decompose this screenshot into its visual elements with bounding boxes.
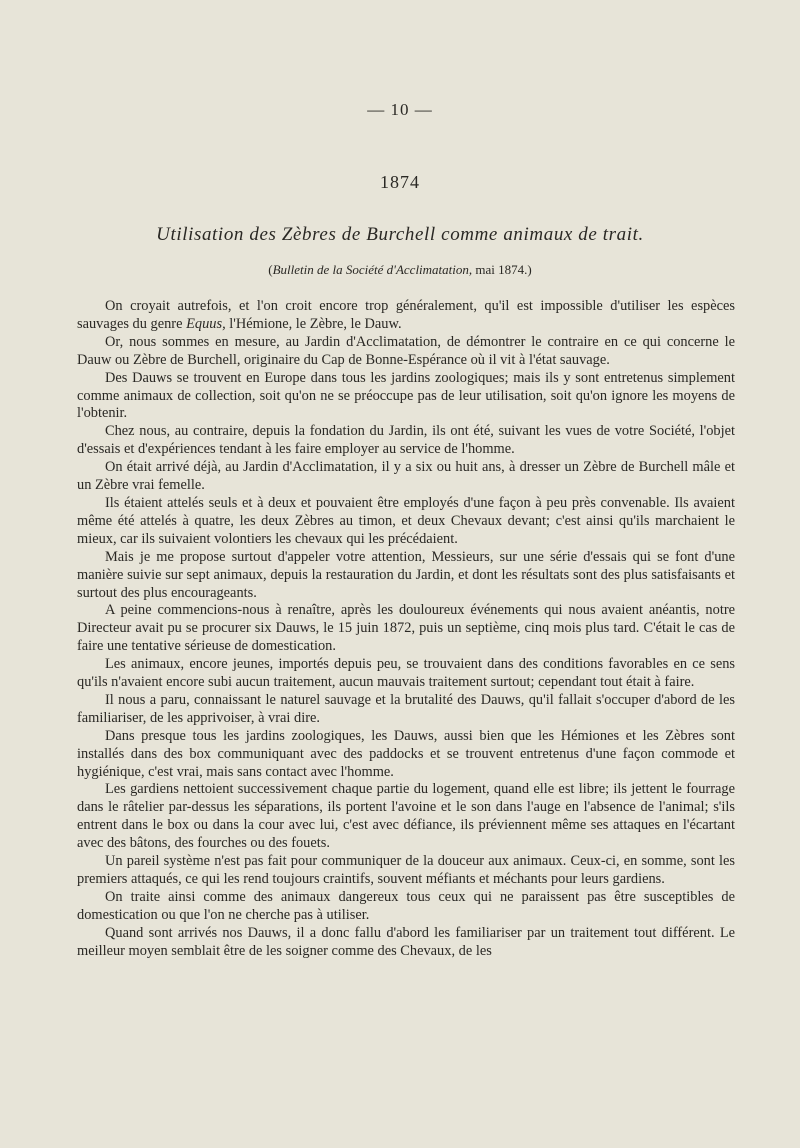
paragraph: On traite ainsi comme des animaux dangereux tous ceux qui ne paraissent pas être susceptibles de domestication ou que l'on ne cherche pas à utiliser. xyxy=(77,888,735,923)
article-body xyxy=(77,298,735,961)
paragraph: On était arrivé déjà, au Jardin d'Acclimatation, il y a six ou huit ans, à dresser un Zèbre de Burchell mâle et un Zèbre vrai femelle. xyxy=(77,459,735,494)
paragraph: On croyait autrefois, et l'on croit encore trop généralement, qu'il est impossible d'utiliser les espèces sauvages du genre Equus, l'Hémione, le Zèbre, le Dauw. xyxy=(77,298,735,332)
paragraph: Ils étaient attelés seuls et à deux et pouvaient être employés d'une façon à peu près convenable. Ils avaient même été attelés à quatre, les deux Zèbres au timon, et deux Chevaux devant; c'est ainsi qu'ils marchaient le mieux, car ils suivaient volontiers les chevaux qui les précédaient. xyxy=(77,494,735,547)
source-citation xyxy=(0,262,800,278)
paragraph: Mais je me propose surtout d'appeler votre attention, Messieurs, sur une série d'essais qui se font d'une manière suivie sur sept animaux, depuis la restauration du Jardin, et dont les résultats sont des plus satisfaisants et surtout des plus encourageants. xyxy=(77,548,735,601)
section-year: 1874 xyxy=(380,172,420,192)
paragraph: Les animaux, encore jeunes, importés depuis peu, se trouvaient dans des conditions favorables en ce sens qu'ils n'avaient encore subi aucun traitement, aucun mauvais traitement surtout; cependant tout était à faire. xyxy=(77,656,735,691)
paragraph: A peine commencions-nous à renaître, après les douloureux événements qui nous avaient anéantis, notre Directeur avait pu se procurer six Dauws, le 15 juin 1872, puis un septième, cinq mois plus tard. C'était le cas de faire une tentative sérieuse de domestication. xyxy=(77,602,735,655)
paragraph: Or, nous sommes en mesure, au Jardin d'Acclimatation, de démontrer le contraire en ce qui concerne le Dauw ou Zèbre de Burchell, originaire du Cap de Bonne-Espérance où il vit à l'état sauvage. xyxy=(77,333,735,368)
source-date: mai 1874.) xyxy=(472,262,532,277)
paragraph: Des Dauws se trouvent en Europe dans tous les jardins zoologiques; mais ils y sont entretenus simplement comme animaux de collection, soit qu'on ne se préoccupe pas de leur utilisation, soit qu'on ignore les moyens de l'obtenir. xyxy=(77,369,735,422)
paragraph: Quand sont arrivés nos Dauws, il a donc fallu d'abord les familiariser par un traitement tout différent. Le meilleur moyen semblait être de les soigner comme des Chevaux, de les xyxy=(77,924,735,959)
source-open: ( xyxy=(268,262,273,277)
article-title: Utilisation des Zèbres de Burchell comme animaux de trait. xyxy=(156,224,644,245)
paragraph: Dans presque tous les jardins zoologiques, les Dauws, aussi bien que les Hémiones et les Zèbres sont installés dans des box communiquant avec des paddocks et se trouvent entretenus d'une façon commode et hygiénique, c'est vrai, mais sans contact avec l'homme. xyxy=(77,727,735,780)
paragraph: Un pareil système n'est pas fait pour communiquer de la douceur aux animaux. Ceux-ci, en somme, sont les premiers attaqués, ce qui les rend toujours craintifs, souvent méfiants et méchants pour leurs gardiens. xyxy=(77,853,735,887)
paragraph: Les gardiens nettoient successivement chaque partie du logement, quand elle est libre; ils jettent le fourrage dans le râtelier par-dessus les séparations, ils portent l'avoine et le son dans l'auge en l'absence de l'animal; s'ils entrent dans le box ou dans la cour avec lui, c'est avec défiance, ils préviennent même ses attaques en l'écartant avec des bâtons, des fourches ou des fouets. xyxy=(77,781,735,852)
paragraph: Il nous a paru, connaissant le naturel sauvage et la brutalité des Dauws, qu'il fallait s'occuper d'abord de les familiariser, de les apprivoiser, à vrai dire. xyxy=(77,691,735,726)
paragraph: Chez nous, au contraire, depuis la fondation du Jardin, ils ont été, suivant les vues de votre Société, l'objet d'essais et d'expériences tendant à les faire employer au service de l'homme. xyxy=(77,423,735,458)
source-journal: Bulletin de la Société d'Acclimatation, xyxy=(272,262,473,277)
page-number: — 10 — xyxy=(367,100,433,119)
